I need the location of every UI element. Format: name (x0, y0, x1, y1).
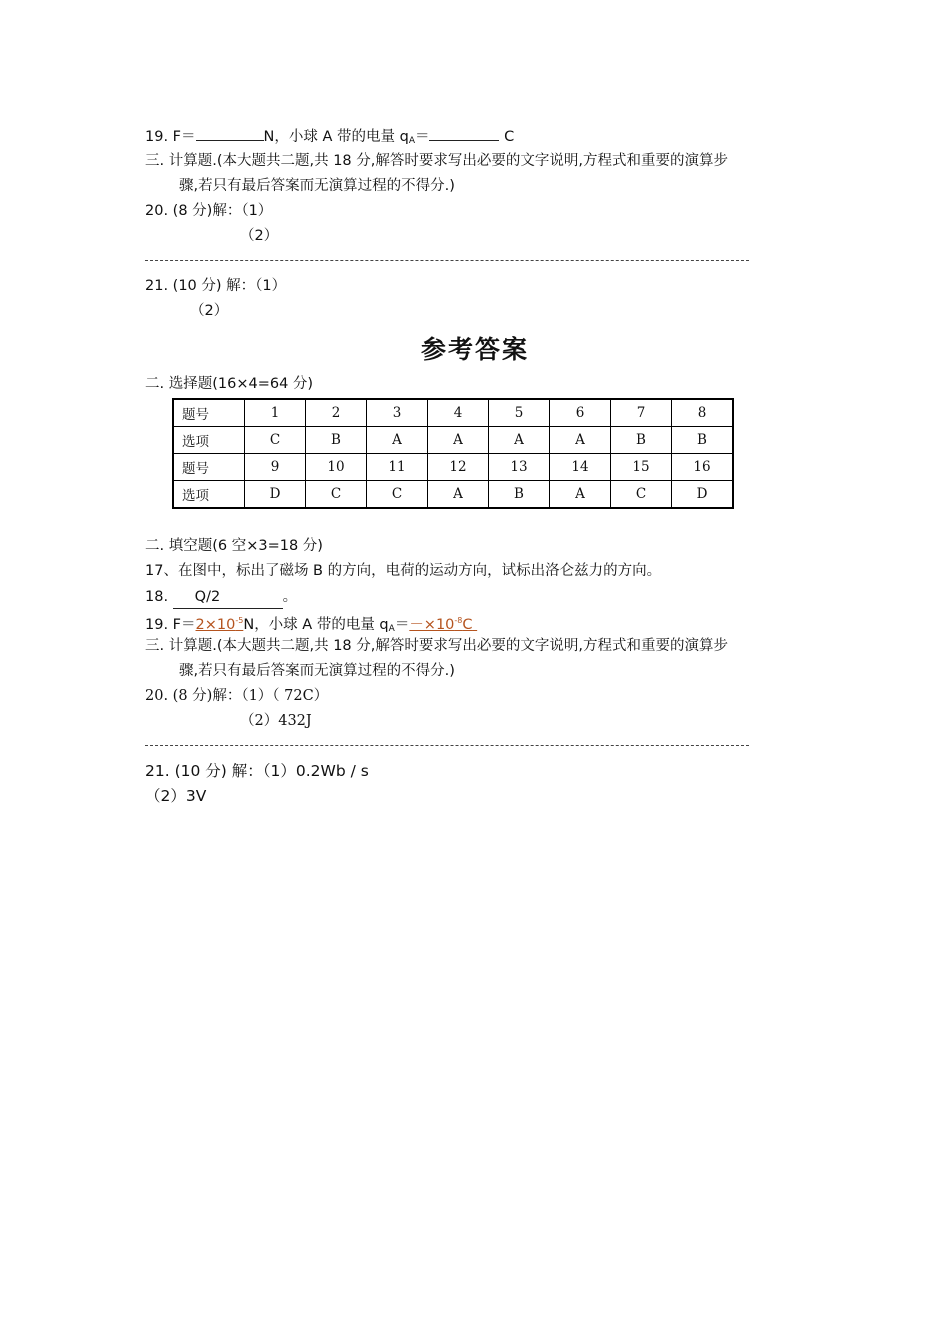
table-cell: 1 (245, 399, 306, 427)
table-cell: 15 (611, 454, 672, 481)
q18-period: 。 (282, 589, 298, 605)
q19-answer-subscript: A (388, 623, 395, 634)
q21-part2: （2） (190, 303, 229, 319)
q19-unit: C (504, 129, 515, 145)
table-cell: C (245, 427, 306, 454)
table-row (173, 454, 733, 481)
q19-force-exponent: -5 (235, 616, 244, 625)
choice-section-title: 二. 选择题(16×4=64 分) (145, 376, 314, 392)
table-cell: 10 (306, 454, 367, 481)
q19-label: 19. F＝ (145, 129, 196, 145)
table-cell: 选项 (173, 427, 245, 454)
table-cell: C (611, 481, 672, 509)
sec3-answer-instructions-line2: 骤,若只有最后答案而无演算过程的不得分.) (179, 663, 455, 679)
dashed-divider (145, 260, 749, 261)
table-cell: B (611, 427, 672, 454)
q19-answer-text: ，小球 A 带的电量 q (254, 616, 389, 633)
table-cell: 14 (550, 454, 611, 481)
q18-answer: Q/2 (173, 586, 283, 609)
table-cell: 题号 (173, 399, 245, 427)
q20-answer-part2: （2）432J (240, 713, 312, 729)
table-cell: A (550, 481, 611, 509)
answer-title: 参考答案 (420, 335, 529, 364)
sec3-instructions-line2: 骤,若只有最后答案而无演算过程的不得分.) (179, 178, 455, 194)
table-cell: 11 (367, 454, 428, 481)
q19-force-value: 2×10 (195, 616, 236, 633)
table-cell: 6 (550, 399, 611, 427)
q19-charge-blank (429, 125, 499, 141)
table-row (173, 427, 733, 454)
q19-charge-answer (409, 617, 477, 633)
table-cell: A (489, 427, 550, 454)
table-cell: B (306, 427, 367, 454)
table-row (173, 399, 733, 427)
q19-text: N，小球 A 带的电量 q (263, 129, 409, 145)
sec3-instructions-line1: 三. 计算题.(本大题共二题,共 18 分,解答时要求写出必要的文字说明,方程式和重要的演算步 (145, 153, 728, 169)
fill-section-title: 二. 填空题(6 空×3=18 分) (145, 538, 323, 554)
table-cell: A (428, 427, 489, 454)
table-cell: C (367, 481, 428, 509)
table-cell: B (672, 427, 734, 454)
q17-text: 17、在图中，标出了磁场 B 的方向，电荷的运动方向，试标出洛仑兹力的方向。 (145, 563, 662, 579)
q19-force-unit: N (243, 616, 255, 633)
table-cell: 9 (245, 454, 306, 481)
q19-blank-line (145, 125, 514, 152)
table-cell: 12 (428, 454, 489, 481)
q19-equals: ＝ (414, 129, 430, 145)
table-cell: A (367, 427, 428, 454)
table-cell: C (306, 481, 367, 509)
q20-label: 20. (8 分)解：（1） (145, 203, 273, 219)
q19-force-answer (196, 617, 244, 633)
q20-part2: （2） (240, 228, 279, 244)
table-cell: 13 (489, 454, 550, 481)
table-cell: B (489, 481, 550, 509)
q19-answer-label: 19. F＝ (145, 616, 196, 633)
q20-answer: 20. (8 分)解：（1）（ 72C） (145, 688, 329, 704)
table-cell: D (672, 481, 734, 509)
answer-table (172, 398, 734, 509)
table-cell: D (245, 481, 306, 509)
q19-charge-exponent: -8 (454, 616, 463, 625)
q19-subscript: A (408, 136, 415, 146)
dashed-divider (145, 745, 749, 746)
q19-answer-equals: ＝ (394, 616, 410, 633)
table-cell: 题号 (173, 454, 245, 481)
table-cell: A (550, 427, 611, 454)
q19-charge-unit: C (462, 616, 473, 633)
table-cell: A (428, 481, 489, 509)
q18-line (145, 586, 297, 609)
table-cell: 4 (428, 399, 489, 427)
table-cell: 7 (611, 399, 672, 427)
q19-force-blank (196, 125, 264, 141)
q21-answer-part2: （2）3V (145, 787, 207, 805)
table-cell: 2 (306, 399, 367, 427)
table-cell: 3 (367, 399, 428, 427)
table-cell: 5 (489, 399, 550, 427)
table-row (173, 481, 733, 509)
table-cell: 16 (672, 454, 734, 481)
q21-answer: 21. (10 分) 解：（1）0.2Wb / s (145, 762, 369, 780)
table-cell: 选项 (173, 481, 245, 509)
q21-label: 21. (10 分) 解：（1） (145, 278, 287, 294)
q19-charge-value: －×10 (409, 616, 455, 633)
sec3-answer-instructions-line1: 三. 计算题.(本大题共二题,共 18 分,解答时要求写出必要的文字说明,方程式和重要的演算步 (145, 638, 728, 654)
q18-label: 18. (145, 589, 169, 605)
table-cell: 8 (672, 399, 734, 427)
